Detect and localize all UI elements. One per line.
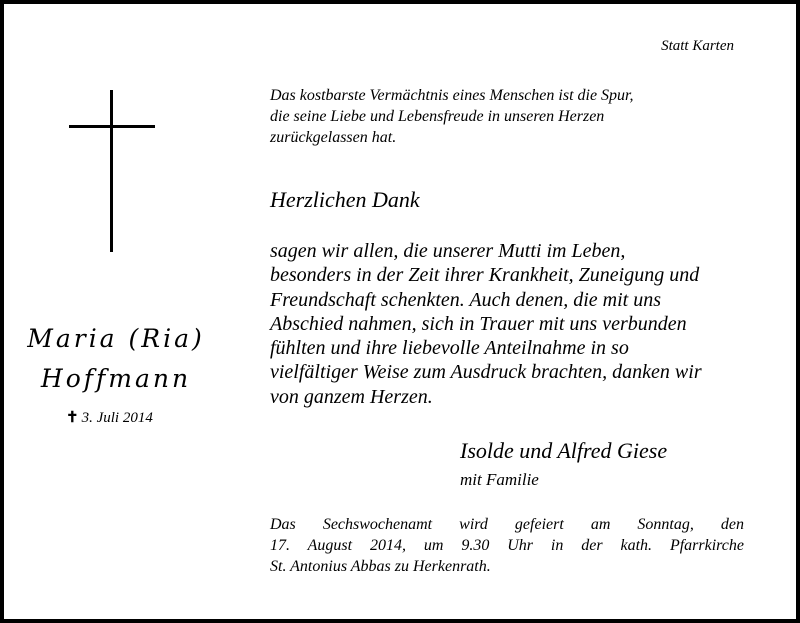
- signature-names: Isolde und Alfred Giese: [460, 438, 668, 463]
- death-cross-icon: ✝: [66, 410, 79, 426]
- deceased-first-name: Maria (Ria): [27, 324, 205, 353]
- deceased-last-name: Hoffmann: [40, 364, 192, 393]
- signature-family: mit Familie: [460, 470, 539, 489]
- thanks-line: Abschied nahmen, sich in Trauer mit uns verbunden: [270, 312, 687, 335]
- death-date: 3. Juli 2014: [81, 410, 153, 426]
- notice-line: St. Antonius Abbas zu Herkenrath.: [270, 558, 491, 575]
- cross-horizontal-bar: [69, 125, 155, 128]
- thanks-heading: Herzlichen Dank: [270, 187, 420, 212]
- quote-line: Das kostbarste Vermächtnis eines Menschen ist die Spur,: [270, 87, 634, 104]
- notice-line: 17. August 2014, um 9.30 Uhr in der kath. Pfarrkirche: [270, 537, 744, 554]
- notice-line: Das Sechswochenamt wird gefeiert am Sonntag, den: [270, 516, 744, 533]
- thanks-line: Freundschaft schenkten. Auch denen, die mit uns: [270, 288, 662, 311]
- quote-line: zurückgelassen hat.: [270, 129, 397, 146]
- statt-karten-label: Statt Karten: [661, 38, 734, 54]
- thanks-line: vielfältiger Weise zum Ausdruck brachten, danken wir: [270, 361, 702, 384]
- mass-notice: [270, 514, 744, 577]
- quote-block: [270, 85, 750, 148]
- thanks-body: [270, 239, 750, 409]
- thanks-line: fühlten und ihre liebevolle Anteilnahme in so: [270, 337, 629, 360]
- cross-vertical-bar: [110, 90, 113, 252]
- thanks-line: von ganzem Herzen.: [270, 385, 433, 408]
- thanks-line: besonders in der Zeit ihrer Krankheit, Zuneigung und: [270, 264, 700, 287]
- quote-line: die seine Liebe und Lebensfreude in unseren Herzen: [270, 108, 605, 125]
- death-date-line: [66, 408, 153, 427]
- thanks-line: sagen wir allen, die unserer Mutti im Leben,: [270, 240, 626, 262]
